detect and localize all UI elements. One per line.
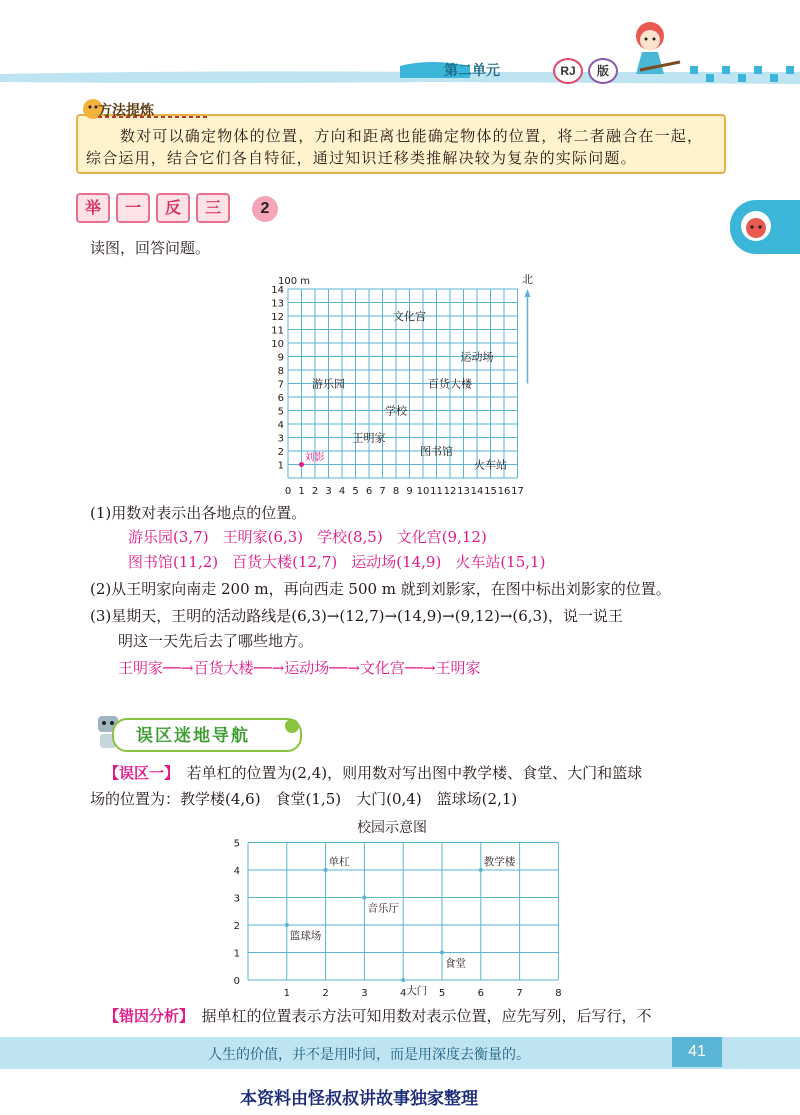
y-tick-label: 13 bbox=[271, 298, 284, 310]
x-tick-label: 1 bbox=[298, 486, 305, 497]
y-tick-label: 0 bbox=[233, 976, 240, 987]
north-label: 北 bbox=[522, 273, 533, 286]
y-tick-label: 2 bbox=[233, 921, 240, 932]
x-tick-label: 0 bbox=[284, 486, 292, 497]
answer-item: 图书馆(11,2) bbox=[128, 553, 219, 571]
campus-map-title: 校园示意图 bbox=[357, 820, 427, 836]
unit-label: 第二单元 bbox=[444, 63, 500, 79]
map-point bbox=[440, 951, 444, 955]
y-tick-label: 3 bbox=[277, 433, 284, 445]
error-tag: 【错因分析】 bbox=[104, 1007, 187, 1025]
map-point-label: 食堂 bbox=[445, 957, 466, 970]
map-point-label: 单杠 bbox=[328, 856, 350, 868]
place-label: 运动场 bbox=[460, 350, 494, 364]
x-tick-label: 3 bbox=[325, 486, 332, 497]
method-title: 方法提炼 bbox=[98, 103, 154, 119]
x-tick-label: 8 bbox=[555, 988, 562, 999]
answer-item: 百货大楼(12,7) bbox=[232, 553, 338, 571]
error-analysis bbox=[104, 1005, 744, 1027]
x-tick-label: 3 bbox=[361, 988, 368, 999]
answer-item: 王明家(6,3) bbox=[222, 528, 304, 546]
y-tick-label: 5 bbox=[277, 406, 284, 418]
answer-point bbox=[299, 462, 304, 467]
x-tick-label: 6 bbox=[365, 486, 373, 497]
x-tick-label: 16 bbox=[497, 486, 511, 497]
y-tick-label: 7 bbox=[277, 379, 284, 391]
wuqu-title: 误区迷地导航 bbox=[136, 726, 250, 746]
map-point-label: 篮球场 bbox=[289, 930, 322, 942]
map-point bbox=[285, 923, 289, 927]
method-text: 数对可以确定物体的位置，方向和距离也能确定物体的位置，将二者融合在一起，综合运用，结合它们各自特征，通过知识迁移类推解决较为复杂的实际问题。 bbox=[86, 127, 704, 167]
answer-item: 运动场(14,9) bbox=[351, 553, 442, 571]
map-point bbox=[401, 978, 405, 982]
banner-char: 反 bbox=[156, 193, 190, 223]
y-tick-label: 4 bbox=[233, 866, 240, 877]
banner-char: 举 bbox=[76, 193, 110, 223]
y-tick-label: 3 bbox=[233, 893, 240, 905]
x-tick-label: 15 bbox=[484, 486, 497, 497]
fox-mascot-icon bbox=[738, 208, 774, 244]
y-tick-label: 10 bbox=[271, 339, 284, 350]
y-tick-label: 1 bbox=[233, 948, 240, 960]
q3-answer: 王明家──→百货大楼──→运动场──→文化宫──→王明家 bbox=[118, 659, 481, 677]
y-tick-label: 14 bbox=[271, 285, 284, 296]
wuqu-tag: 【误区一】 bbox=[104, 764, 172, 782]
x-tick-label: 10 bbox=[416, 486, 430, 497]
map-point-label: 教学楼 bbox=[483, 856, 516, 868]
x-tick-label: 12 bbox=[443, 486, 457, 497]
x-tick-label: 5 bbox=[352, 486, 359, 497]
map-point-label: 音乐厅 bbox=[367, 902, 399, 915]
answer-item: 火车站(15,1) bbox=[455, 553, 546, 571]
north-arrow-icon bbox=[525, 289, 531, 297]
x-tick-label: 17 bbox=[511, 486, 524, 497]
x-tick-label: 9 bbox=[406, 486, 413, 497]
map-point bbox=[324, 868, 328, 872]
place-label: 学校 bbox=[385, 404, 407, 418]
x-tick-label: 2 bbox=[322, 988, 329, 999]
y-tick-label: 11 bbox=[271, 325, 284, 337]
x-tick-label: 2 bbox=[311, 486, 319, 497]
method-title-underline bbox=[98, 114, 210, 120]
y-tick-label: 4 bbox=[277, 420, 284, 431]
wuqu-line1 bbox=[104, 762, 724, 784]
juyi-fansan-banner bbox=[76, 193, 278, 221]
x-tick-label: 7 bbox=[516, 988, 523, 999]
x-tick-label: 11 bbox=[430, 486, 443, 497]
map-point bbox=[479, 868, 483, 872]
y-tick-label: 1 bbox=[277, 460, 284, 472]
q1-answers-row1 bbox=[128, 526, 501, 548]
example-number: 2 bbox=[252, 196, 278, 222]
x-tick-label: 1 bbox=[283, 988, 290, 999]
y-tick-label: 2 bbox=[277, 447, 284, 458]
y-tick-label: 12 bbox=[271, 312, 284, 323]
answer-item: 文化宫(9,12) bbox=[396, 528, 487, 546]
footer-motto: 人生的价值，并不是用时间，而是用深度去衡量的。 bbox=[208, 1047, 530, 1063]
wuqu-line2: 场的位置为：教学楼(4,6) 食堂(1,5) 大门(0,4) 篮球场(2,1) bbox=[90, 790, 518, 808]
leaf-icon bbox=[282, 716, 302, 736]
y-tick-label: 5 bbox=[233, 838, 240, 850]
x-tick-label: 5 bbox=[438, 988, 446, 999]
q1-answers-row2 bbox=[128, 551, 559, 573]
map-point bbox=[362, 896, 366, 900]
q3-text-line2: 明这一天先后去了哪些地方。 bbox=[118, 632, 314, 650]
x-tick-label: 6 bbox=[477, 988, 484, 999]
girl-mascot-icon bbox=[620, 10, 690, 90]
place-label: 文化宫 bbox=[393, 310, 426, 323]
y-tick-label: 9 bbox=[277, 352, 284, 364]
q1-text: (1)用数对表示出各地点的位置。 bbox=[90, 504, 307, 522]
map-point-label: 大门 bbox=[406, 985, 428, 997]
wuqu-text1: 若单杠的位置为(2,4)，则用数对写出图中教学楼、食堂、大门和篮球 bbox=[186, 764, 643, 782]
y-tick-label: 8 bbox=[277, 366, 284, 377]
scale-label: 100 m bbox=[278, 276, 311, 287]
x-tick-label: 4 bbox=[400, 988, 407, 999]
edition-suffix-badge: 版 bbox=[588, 58, 618, 84]
source-watermark: 本资料由怪叔叔讲故事独家整理 bbox=[240, 1089, 478, 1109]
answer-item: 学校(8,5) bbox=[317, 528, 383, 546]
x-tick-label: 7 bbox=[379, 486, 386, 497]
city-grid-map bbox=[260, 262, 540, 502]
answer-item: 游乐园(3,7) bbox=[128, 528, 209, 546]
banner-char: 三 bbox=[196, 193, 230, 223]
place-label: 火车站 bbox=[474, 458, 507, 472]
x-tick-label: 8 bbox=[392, 486, 400, 497]
place-label: 图书馆 bbox=[420, 445, 453, 458]
q3-text-line1: (3)星期天，王明的活动路线是(6,3)→(12,7)→(14,9)→(9,12)→(6,3)，说一说王 bbox=[90, 607, 623, 625]
campus-grid-map bbox=[228, 836, 578, 1000]
x-tick-label: 4 bbox=[338, 486, 346, 497]
y-tick-label: 6 bbox=[277, 393, 284, 404]
error-text: 据单杠的位置表示方法可知用数对表示位置，应先写列，后写行，不 bbox=[201, 1007, 652, 1025]
answer-label: 刘影 bbox=[304, 452, 325, 464]
place-label: 王明家 bbox=[352, 431, 386, 445]
place-label: 百货大楼 bbox=[428, 377, 472, 391]
edition-badge: RJ bbox=[553, 58, 583, 84]
x-tick-label: 14 bbox=[470, 486, 484, 497]
x-tick-label: 13 bbox=[457, 486, 470, 497]
place-label: 游乐园 bbox=[312, 377, 345, 391]
banner-char: 一 bbox=[116, 193, 150, 223]
question-intro: 读图，回答问题。 bbox=[90, 239, 211, 257]
q2-text: (2)从王明家向南走 200 m，再向西走 500 m 就到刘影家，在图中标出刘影家的位置。 bbox=[90, 580, 671, 598]
page-number: 41 bbox=[672, 1037, 722, 1067]
